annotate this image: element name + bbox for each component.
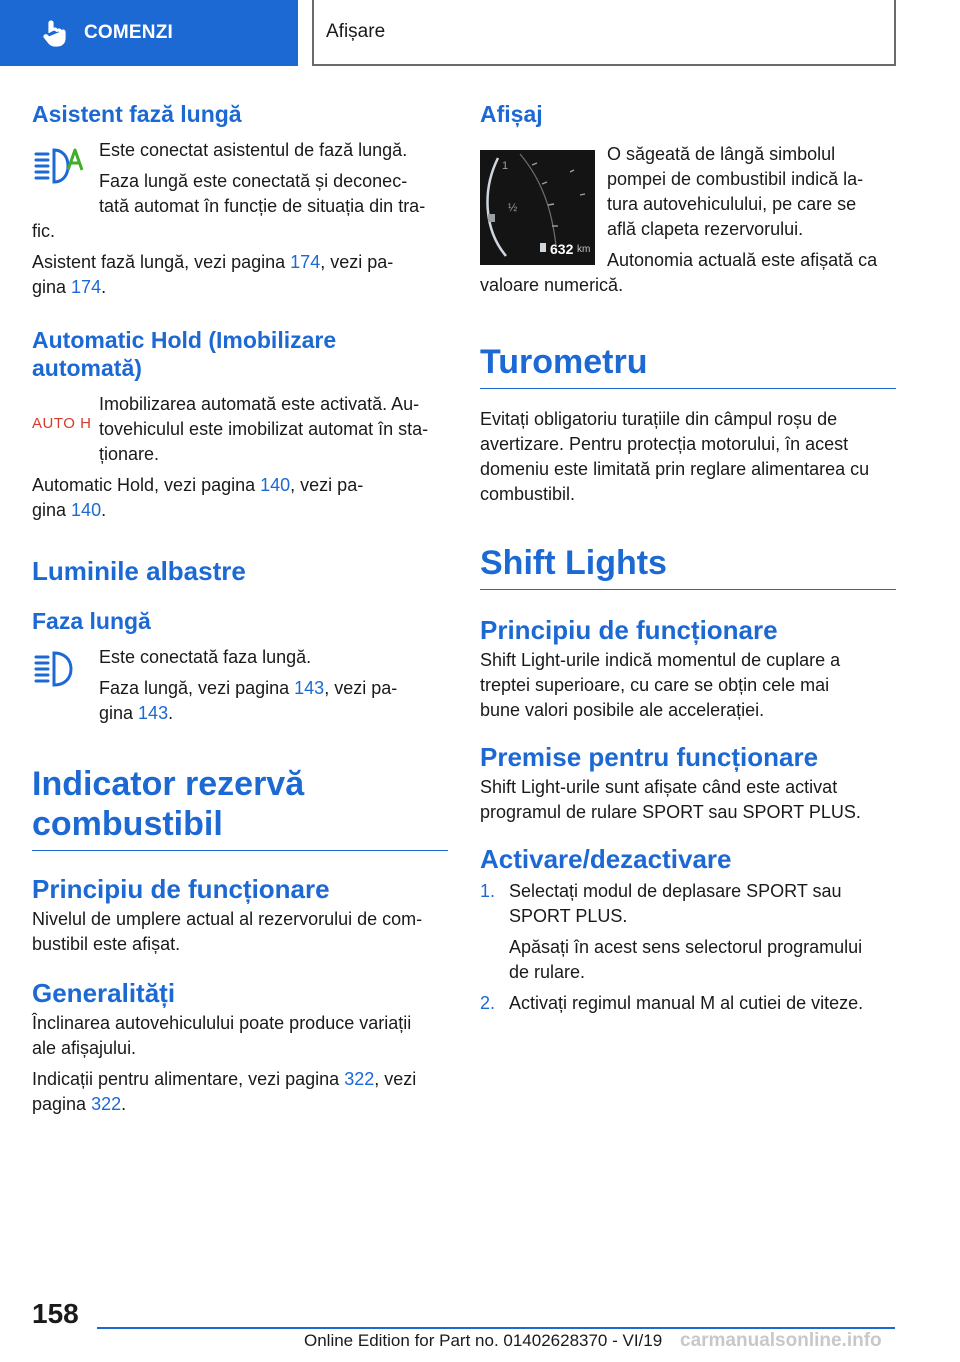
high-beam-assistant-text-2a: Faza lungă este conectată și deconec- xyxy=(99,171,408,191)
automatic-hold-block xyxy=(32,392,448,467)
page-number: 158 xyxy=(32,1298,79,1329)
high-beam-text-1: Este conectată faza lungă. xyxy=(99,647,312,667)
high-beam-block xyxy=(32,645,448,726)
high-beam-assistant-ref: Asistent fază lungă, vezi pagina 174, vezi pa- gina 174. xyxy=(32,252,394,297)
page-link-143[interactable]: 143 xyxy=(294,678,325,698)
list-number-1: 1. xyxy=(480,881,496,901)
gauge-range-unit: km xyxy=(577,244,591,255)
list-text-2: Activați regimul manual M al cutiei de viteze. xyxy=(509,993,864,1013)
shift-requirements-text: Shift Light-urile sunt afișate când este activat programul de rulare SPORT sau SPORT PLUS. xyxy=(480,777,861,822)
tab-commands[interactable] xyxy=(0,0,298,66)
list-number-2: 2. xyxy=(480,993,496,1013)
shift-principle-text: Shift Light-urile indică momentul de cuplare a treptei superioare, cu care se obțin cele mai bune valori posibile ale accelerației. xyxy=(480,650,841,720)
list-text-1-note: Apăsați în acest sens selectorul programului de rulare. xyxy=(509,937,863,982)
list-text-1: Selectați modul de deplasare SPORT sau SPORT PLUS. xyxy=(509,881,842,926)
refuel-ref: Indicații pentru alimentare, vezi pagina 322, vezi pagina 322. xyxy=(32,1069,417,1114)
page-link-140[interactable]: 140 xyxy=(260,475,291,495)
page-link-140-b[interactable]: 140 xyxy=(71,500,102,520)
high-beam-assistant-text-2b: tată automat în funcție de situația din tra- xyxy=(99,196,426,216)
heading-high-beam-assistant: Asistent fază lungă xyxy=(32,101,242,127)
heading-tachometer: Turometru xyxy=(480,342,896,389)
high-beam-icon xyxy=(32,647,84,687)
hand-pointer-icon xyxy=(40,18,70,48)
heading-shift-principle: Principiu de funcționare xyxy=(480,615,778,645)
display-text-2a: Autonomia actuală este afișată ca xyxy=(607,250,878,270)
high-beam-assistant-icon xyxy=(32,144,84,184)
page-link-174-b[interactable]: 174 xyxy=(71,277,102,297)
heading-activate-deactivate: Activare/dezactivare xyxy=(480,844,732,874)
page-link-143-b[interactable]: 143 xyxy=(138,703,169,723)
heading-blue-lights: Luminile albastre xyxy=(32,556,246,586)
list-item xyxy=(480,879,896,985)
tachometer-text: Evitați obligatoriu turațiile din câmpul roșu de avertizare. Pentru protecția motorului, în acest domeniu este limitată prin reglare alimentarea cu combustibil. xyxy=(480,409,870,504)
heading-fuel-principle: Principiu de funcționare xyxy=(32,874,330,904)
page-header xyxy=(0,0,960,66)
automatic-hold-text-1c: ționare. xyxy=(99,444,160,464)
page-link-322-b[interactable]: 322 xyxy=(91,1094,122,1114)
display-text-1: O săgeată de lângă simbolul pompei de combustibil indică la- tura autovehiculului, pe care se află clapeta rezervorului. xyxy=(607,144,864,239)
heading-automatic-hold: Automatic Hold (Imobilizare automată) xyxy=(32,327,337,381)
tab-section[interactable]: Afișare xyxy=(312,0,896,66)
left-column xyxy=(32,100,448,1117)
fuel-gauge-image xyxy=(480,150,595,265)
general-text: Înclinarea autovehiculului poate produce variații ale afișajului. xyxy=(32,1013,412,1058)
high-beam-assistant-block xyxy=(32,138,448,219)
high-beam-assistant-text-2c: fic. xyxy=(32,221,56,241)
gauge-tick-1: 1 xyxy=(502,160,509,172)
automatic-hold-text-1a: Imobilizarea automată este activată. Au- xyxy=(99,394,420,414)
gauge-tick-half: ½ xyxy=(508,202,518,214)
page-link-322[interactable]: 322 xyxy=(344,1069,375,1089)
display-text-2b: valoare numerică. xyxy=(480,275,624,295)
heading-shift-lights: Shift Lights xyxy=(480,543,896,590)
watermark: carmanualsonline.info xyxy=(680,1330,882,1351)
heading-general: Generalități xyxy=(32,978,176,1008)
heading-display: Afișaj xyxy=(480,101,543,127)
high-beam-assistant-text-1: Este conectat asistentul de fază lungă. xyxy=(99,140,408,160)
footer-divider xyxy=(97,1327,895,1329)
gauge-range-value: 632 xyxy=(550,241,574,257)
heading-high-beam: Faza lungă xyxy=(32,608,151,634)
list-item xyxy=(480,991,896,1016)
footer-edition: Online Edition for Part no. 01402628370 - VI/19 xyxy=(304,1331,663,1350)
right-column xyxy=(480,100,896,1016)
heading-fuel-gauge: Indicator rezervă combustibil xyxy=(32,764,448,851)
page-link-174[interactable]: 174 xyxy=(290,252,321,272)
tab-commands-label: COMENZI xyxy=(84,22,174,43)
fuel-principle-text: Nivelul de umplere actual al rezervorului de com- bustibil este afișat. xyxy=(32,909,423,954)
heading-shift-requirements: Premise pentru funcționare xyxy=(480,742,819,772)
automatic-hold-ref: Automatic Hold, vezi pagina 140, vezi pa- gina 140. xyxy=(32,475,364,520)
automatic-hold-text-1b: tovehiculul este imobilizat automat în sta- xyxy=(99,419,429,439)
display-block xyxy=(480,142,896,273)
high-beam-ref: Faza lungă, vezi pagina 143, vezi pa- gina 143. xyxy=(99,678,398,723)
auto-hold-icon: AUTO H xyxy=(32,415,92,432)
